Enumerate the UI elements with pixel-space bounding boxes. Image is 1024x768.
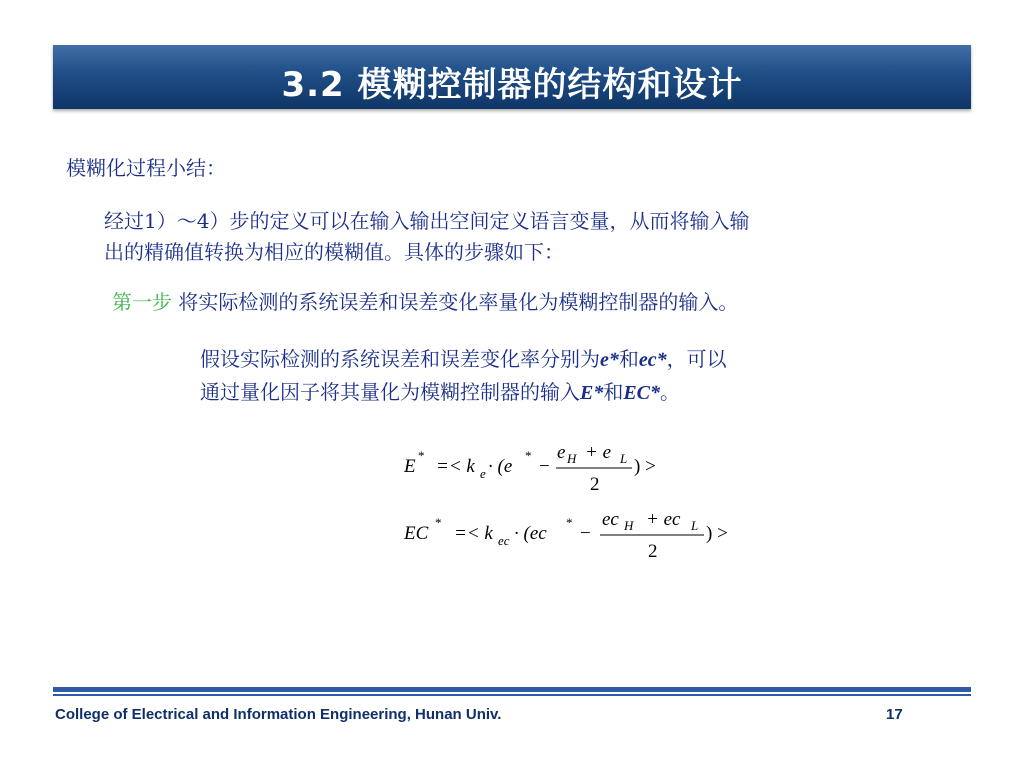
f1-lhs: E [404, 456, 416, 477]
summary-line-1: 经过1）～4）步的定义可以在输入输出空间定义语言变量，从而将输入输 [104, 209, 750, 233]
f2-num-plus: + ec [646, 509, 681, 530]
formula-1 [403, 442, 656, 495]
assumption-and-1: 和 [618, 347, 639, 371]
f2-lhs: EC [404, 523, 429, 544]
quantization-formulas [398, 438, 758, 568]
f2-num-H: H [624, 518, 634, 533]
footer-rule-thin [53, 694, 971, 696]
assumption-paragraph [200, 343, 900, 409]
formula-svg [398, 438, 758, 568]
footer-rule-thick [53, 687, 971, 692]
assumption-text-d: 。 [660, 380, 681, 404]
f1-sub-k: e [480, 466, 486, 481]
f1-rhs-b: · (e [488, 456, 513, 477]
step-one-label: 第一步 [112, 290, 172, 314]
f2-rhs-b: · (ec [514, 523, 547, 544]
formula-2 [403, 509, 728, 562]
assumption-text-a: 假设实际检测的系统误差和误差变化率分别为 [200, 347, 600, 371]
f2-star2: * [566, 515, 573, 530]
f1-den: 2 [590, 474, 600, 495]
assumption-text-b: ，可以 [666, 347, 727, 371]
f1-minus: − [539, 456, 550, 477]
page-number: 17 [886, 706, 903, 723]
f2-star: * [435, 515, 442, 530]
footer-institution: College of Electrical and Information Engineering, Hunan Univ. [55, 706, 502, 723]
f1-rhs-a: =< k [436, 456, 475, 477]
section-heading: 模糊化过程小结： [66, 156, 226, 180]
slide-title: 3.2 模糊控制器的结构和设计 [281, 65, 743, 105]
var-ec-star: ec* [638, 349, 667, 371]
f1-star: * [418, 448, 425, 463]
f2-rhs-a: =< k [454, 523, 493, 544]
assumption-line-2 [200, 376, 900, 409]
assumption-and-2: 和 [603, 380, 624, 404]
f1-num-a: e [557, 442, 566, 463]
summary-paragraph [104, 206, 944, 268]
f2-sub-k: ec [498, 533, 510, 548]
f1-num-H: H [567, 451, 577, 466]
summary-line-2: 出的精确值转换为相应的模糊值。具体的步骤如下： [104, 240, 564, 264]
assumption-line-1 [200, 343, 900, 376]
var-e-star: e* [600, 349, 619, 371]
var-E-star: E* [580, 382, 604, 404]
f1-num-plus: + e [585, 442, 612, 463]
f2-minus: − [580, 523, 591, 544]
f1-num-L: L [620, 451, 628, 466]
f1-close: ) > [634, 456, 656, 477]
var-EC-star: EC* [623, 382, 661, 404]
f2-den: 2 [648, 541, 658, 562]
f1-star2: * [525, 448, 532, 463]
f2-num-L: L [691, 518, 699, 533]
step-one [112, 286, 952, 315]
assumption-text-c: 通过量化因子将其量化为模糊控制器的输入 [200, 380, 580, 404]
f2-close: ) > [706, 523, 728, 544]
title-bar [53, 45, 971, 109]
f2-num-a: ec [602, 509, 619, 530]
step-one-text: 将实际检测的系统误差和误差变化率量化为模糊控制器的输入。 [172, 290, 739, 314]
